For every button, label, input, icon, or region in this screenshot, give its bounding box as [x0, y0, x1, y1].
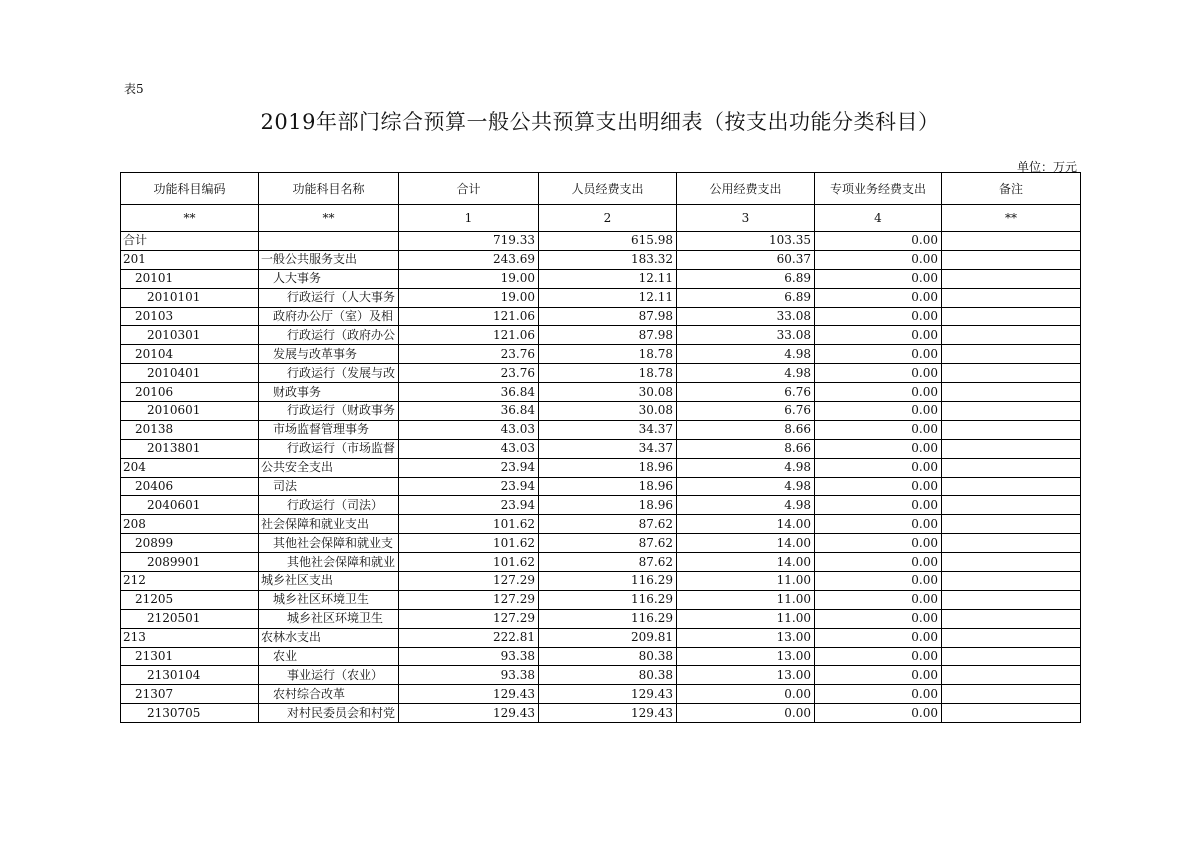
subject-name-cell: 农村综合改革	[259, 685, 399, 704]
total-cell: 127.29	[399, 609, 539, 628]
column-index: **	[121, 205, 259, 232]
total-cell: 36.84	[399, 402, 539, 421]
note-cell	[942, 704, 1081, 723]
subject-name-cell: 公共安全支出	[259, 458, 399, 477]
subject-code-cell: 2010601	[121, 402, 259, 421]
subject-code-cell: 20103	[121, 307, 259, 326]
subject-code-cell: 2130705	[121, 704, 259, 723]
note-cell	[942, 496, 1081, 515]
column-header: 人员经费支出	[539, 173, 677, 205]
subject-code-cell: 20406	[121, 477, 259, 496]
subject-code-cell: 20138	[121, 420, 259, 439]
public-cell: 6.89	[677, 269, 815, 288]
total-cell: 101.62	[399, 553, 539, 572]
table-row	[121, 572, 1081, 591]
subject-name-cell: 社会保障和就业支出	[259, 515, 399, 534]
personnel-cell: 12.11	[539, 288, 677, 307]
column-index: **	[259, 205, 399, 232]
note-cell	[942, 288, 1081, 307]
public-cell: 4.98	[677, 458, 815, 477]
total-cell: 222.81	[399, 628, 539, 647]
public-cell: 14.00	[677, 515, 815, 534]
special-cell: 0.00	[815, 704, 942, 723]
public-cell: 6.76	[677, 383, 815, 402]
public-cell: 8.66	[677, 420, 815, 439]
total-cell: 719.33	[399, 232, 539, 251]
subject-name-cell: 事业运行（农业）	[259, 666, 399, 685]
special-cell: 0.00	[815, 420, 942, 439]
subject-code-cell: 2130104	[121, 666, 259, 685]
note-cell	[942, 307, 1081, 326]
page-title: 2019年部门综合预算一般公共预算支出明细表（按支出功能分类科目）	[260, 110, 940, 134]
table-row	[121, 326, 1081, 345]
special-cell: 0.00	[815, 232, 942, 251]
note-cell	[942, 402, 1081, 421]
special-cell: 0.00	[815, 496, 942, 515]
special-cell: 0.00	[815, 477, 942, 496]
subject-code-cell: 21205	[121, 590, 259, 609]
subject-name-cell: 市场监督管理事务	[259, 420, 399, 439]
total-cell: 43.03	[399, 439, 539, 458]
note-cell	[942, 666, 1081, 685]
table-row	[121, 534, 1081, 553]
public-cell: 33.08	[677, 326, 815, 345]
table-row	[121, 666, 1081, 685]
personnel-cell: 30.08	[539, 383, 677, 402]
subject-code-cell: 20101	[121, 269, 259, 288]
personnel-cell: 34.37	[539, 420, 677, 439]
public-cell: 103.35	[677, 232, 815, 251]
special-cell: 0.00	[815, 572, 942, 591]
special-cell: 0.00	[815, 553, 942, 572]
total-cell: 19.00	[399, 288, 539, 307]
public-cell: 4.98	[677, 496, 815, 515]
total-cell: 19.00	[399, 269, 539, 288]
personnel-cell: 18.78	[539, 345, 677, 364]
public-cell: 13.00	[677, 628, 815, 647]
table-row	[121, 250, 1081, 269]
subject-code-cell: 合计	[121, 232, 259, 251]
public-cell: 13.00	[677, 647, 815, 666]
subject-code-cell: 2010101	[121, 288, 259, 307]
column-header: 专项业务经费支出	[815, 173, 942, 205]
public-cell: 11.00	[677, 590, 815, 609]
subject-code-cell: 213	[121, 628, 259, 647]
special-cell: 0.00	[815, 402, 942, 421]
subject-name-cell: 行政运行（政府办公	[259, 326, 399, 345]
subject-name-cell: 行政运行（发展与改	[259, 364, 399, 383]
table-row	[121, 439, 1081, 458]
public-cell: 14.00	[677, 534, 815, 553]
public-cell: 11.00	[677, 572, 815, 591]
note-cell	[942, 232, 1081, 251]
subject-name-cell: 其他社会保障和就业	[259, 553, 399, 572]
column-index: 1	[399, 205, 539, 232]
special-cell: 0.00	[815, 685, 942, 704]
public-cell: 14.00	[677, 553, 815, 572]
public-cell: 33.08	[677, 307, 815, 326]
table-row	[121, 590, 1081, 609]
total-cell: 36.84	[399, 383, 539, 402]
special-cell: 0.00	[815, 628, 942, 647]
note-cell	[942, 250, 1081, 269]
special-cell: 0.00	[815, 647, 942, 666]
personnel-cell: 18.78	[539, 364, 677, 383]
personnel-cell: 18.96	[539, 496, 677, 515]
total-cell: 127.29	[399, 590, 539, 609]
public-cell: 0.00	[677, 685, 815, 704]
total-cell: 23.76	[399, 364, 539, 383]
personnel-cell: 87.98	[539, 326, 677, 345]
table-row	[121, 288, 1081, 307]
special-cell: 0.00	[815, 307, 942, 326]
subject-code-cell: 201	[121, 250, 259, 269]
note-cell	[942, 458, 1081, 477]
table-row	[121, 269, 1081, 288]
table-row	[121, 307, 1081, 326]
table-row	[121, 477, 1081, 496]
public-cell: 6.76	[677, 402, 815, 421]
subject-name-cell: 行政运行（人大事务	[259, 288, 399, 307]
personnel-cell: 209.81	[539, 628, 677, 647]
total-cell: 101.62	[399, 515, 539, 534]
note-cell	[942, 420, 1081, 439]
note-cell	[942, 269, 1081, 288]
note-cell	[942, 515, 1081, 534]
public-cell: 8.66	[677, 439, 815, 458]
personnel-cell: 116.29	[539, 590, 677, 609]
total-cell: 127.29	[399, 572, 539, 591]
personnel-cell: 615.98	[539, 232, 677, 251]
note-cell	[942, 364, 1081, 383]
table-row	[121, 458, 1081, 477]
note-cell	[942, 628, 1081, 647]
personnel-cell: 87.98	[539, 307, 677, 326]
table-row	[121, 704, 1081, 723]
table-row	[121, 345, 1081, 364]
note-cell	[942, 685, 1081, 704]
total-cell: 243.69	[399, 250, 539, 269]
subject-code-cell: 2013801	[121, 439, 259, 458]
subject-name-cell	[259, 232, 399, 251]
table-row	[121, 420, 1081, 439]
total-cell: 129.43	[399, 704, 539, 723]
table-row	[121, 609, 1081, 628]
note-cell	[942, 647, 1081, 666]
table-row	[121, 496, 1081, 515]
personnel-cell: 18.96	[539, 458, 677, 477]
special-cell: 0.00	[815, 250, 942, 269]
personnel-cell: 30.08	[539, 402, 677, 421]
personnel-cell: 80.38	[539, 647, 677, 666]
column-header: 备注	[942, 173, 1081, 205]
special-cell: 0.00	[815, 364, 942, 383]
public-cell: 60.37	[677, 250, 815, 269]
subject-name-cell: 行政运行（市场监督	[259, 439, 399, 458]
total-cell: 23.94	[399, 458, 539, 477]
subject-code-cell: 2040601	[121, 496, 259, 515]
total-cell: 93.38	[399, 647, 539, 666]
public-cell: 6.89	[677, 288, 815, 307]
subject-name-cell: 其他社会保障和就业支	[259, 534, 399, 553]
subject-name-cell: 城乡社区支出	[259, 572, 399, 591]
table-row	[121, 685, 1081, 704]
note-cell	[942, 572, 1081, 591]
subject-name-cell: 司法	[259, 477, 399, 496]
special-cell: 0.00	[815, 609, 942, 628]
public-cell: 13.00	[677, 666, 815, 685]
personnel-cell: 116.29	[539, 572, 677, 591]
subject-code-cell: 20899	[121, 534, 259, 553]
special-cell: 0.00	[815, 666, 942, 685]
special-cell: 0.00	[815, 590, 942, 609]
note-cell	[942, 609, 1081, 628]
subject-name-cell: 人大事务	[259, 269, 399, 288]
table-row	[121, 515, 1081, 534]
total-cell: 93.38	[399, 666, 539, 685]
total-cell: 23.76	[399, 345, 539, 364]
special-cell: 0.00	[815, 288, 942, 307]
table-row	[121, 647, 1081, 666]
total-cell: 43.03	[399, 420, 539, 439]
subject-code-cell: 2089901	[121, 553, 259, 572]
personnel-cell: 116.29	[539, 609, 677, 628]
subject-code-cell: 2010301	[121, 326, 259, 345]
note-cell	[942, 590, 1081, 609]
header-row	[121, 173, 1081, 205]
special-cell: 0.00	[815, 345, 942, 364]
subject-name-cell: 农业	[259, 647, 399, 666]
subject-code-cell: 208	[121, 515, 259, 534]
total-cell: 121.06	[399, 307, 539, 326]
column-header: 公用经费支出	[677, 173, 815, 205]
public-cell: 4.98	[677, 477, 815, 496]
subject-name-cell: 对村民委员会和村党	[259, 704, 399, 723]
personnel-cell: 87.62	[539, 515, 677, 534]
special-cell: 0.00	[815, 534, 942, 553]
special-cell: 0.00	[815, 515, 942, 534]
note-cell	[942, 477, 1081, 496]
personnel-cell: 129.43	[539, 685, 677, 704]
special-cell: 0.00	[815, 383, 942, 402]
personnel-cell: 87.62	[539, 553, 677, 572]
subject-code-cell: 20106	[121, 383, 259, 402]
column-index: **	[942, 205, 1081, 232]
table-body	[121, 232, 1081, 723]
subject-name-cell: 财政事务	[259, 383, 399, 402]
special-cell: 0.00	[815, 326, 942, 345]
total-cell: 121.06	[399, 326, 539, 345]
budget-table	[120, 172, 1081, 723]
subject-code-cell: 21301	[121, 647, 259, 666]
personnel-cell: 12.11	[539, 269, 677, 288]
subject-name-cell: 行政运行（司法）	[259, 496, 399, 515]
public-cell: 11.00	[677, 609, 815, 628]
personnel-cell: 34.37	[539, 439, 677, 458]
public-cell: 4.98	[677, 364, 815, 383]
note-cell	[942, 345, 1081, 364]
subheader-row	[121, 205, 1081, 232]
personnel-cell: 87.62	[539, 534, 677, 553]
column-index: 2	[539, 205, 677, 232]
column-header: 功能科目编码	[121, 173, 259, 205]
subject-name-cell: 发展与改革事务	[259, 345, 399, 364]
public-cell: 0.00	[677, 704, 815, 723]
special-cell: 0.00	[815, 269, 942, 288]
subject-code-cell: 2120501	[121, 609, 259, 628]
column-index: 4	[815, 205, 942, 232]
column-index: 3	[677, 205, 815, 232]
subject-code-cell: 21307	[121, 685, 259, 704]
subject-name-cell: 行政运行（财政事务	[259, 402, 399, 421]
subject-name-cell: 城乡社区环境卫生	[259, 609, 399, 628]
personnel-cell: 129.43	[539, 704, 677, 723]
table-row	[121, 553, 1081, 572]
subject-code-cell: 212	[121, 572, 259, 591]
special-cell: 0.00	[815, 458, 942, 477]
column-header: 功能科目名称	[259, 173, 399, 205]
note-cell	[942, 383, 1081, 402]
column-header: 合计	[399, 173, 539, 205]
personnel-cell: 183.32	[539, 250, 677, 269]
subject-code-cell: 2010401	[121, 364, 259, 383]
subject-name-cell: 城乡社区环境卫生	[259, 590, 399, 609]
note-cell	[942, 326, 1081, 345]
personnel-cell: 18.96	[539, 477, 677, 496]
subject-name-cell: 政府办公厅（室）及相	[259, 307, 399, 326]
note-cell	[942, 534, 1081, 553]
special-cell: 0.00	[815, 439, 942, 458]
total-cell: 101.62	[399, 534, 539, 553]
table-row	[121, 402, 1081, 421]
subject-name-cell: 一般公共服务支出	[259, 250, 399, 269]
public-cell: 4.98	[677, 345, 815, 364]
table-row	[121, 628, 1081, 647]
total-cell: 23.94	[399, 496, 539, 515]
total-cell: 129.43	[399, 685, 539, 704]
unit-label: 单位：万元	[1016, 160, 1077, 174]
personnel-cell: 80.38	[539, 666, 677, 685]
note-cell	[942, 553, 1081, 572]
note-cell	[942, 439, 1081, 458]
table-row	[121, 383, 1081, 402]
total-cell: 23.94	[399, 477, 539, 496]
subject-code-cell: 20104	[121, 345, 259, 364]
table-row	[121, 364, 1081, 383]
subject-code-cell: 204	[121, 458, 259, 477]
subject-name-cell: 农林水支出	[259, 628, 399, 647]
table-row	[121, 232, 1081, 251]
table-number-label: 表5	[124, 82, 144, 96]
